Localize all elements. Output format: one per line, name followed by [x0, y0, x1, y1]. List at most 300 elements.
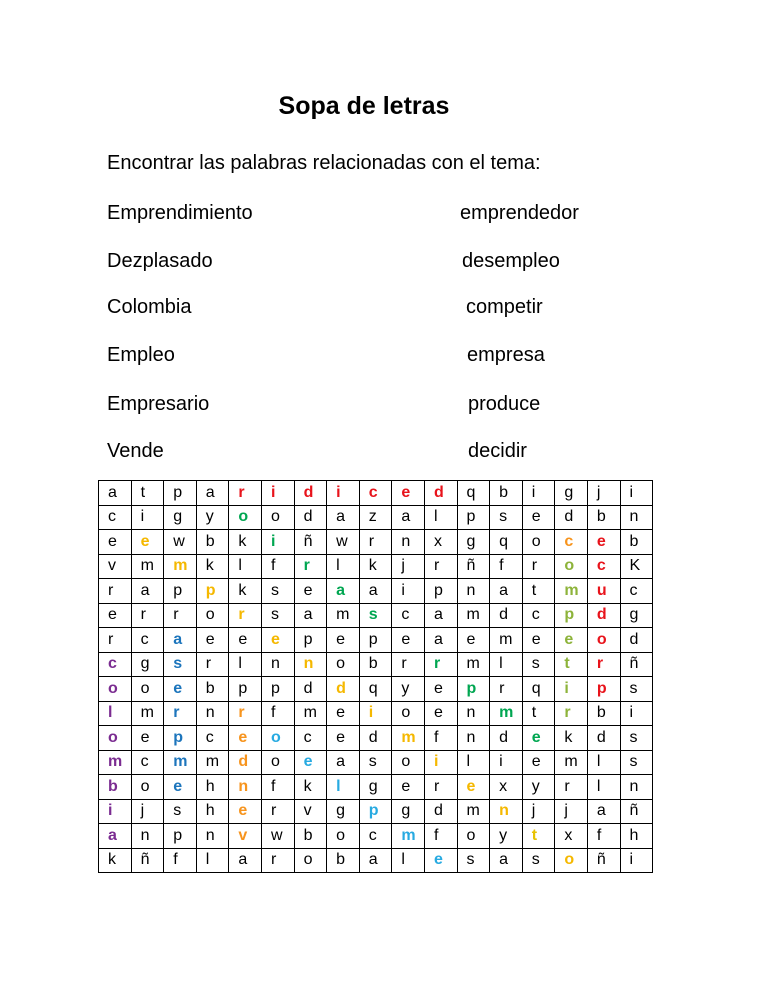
- grid-cell: r: [555, 701, 588, 726]
- grid-cell: b: [359, 652, 392, 677]
- grid-cell: n: [620, 775, 653, 800]
- grid-cell: o: [99, 677, 132, 702]
- grid-cell: g: [327, 799, 360, 824]
- grid-cell: m: [555, 750, 588, 775]
- grid-cell: i: [261, 481, 294, 506]
- grid-cell: a: [99, 824, 132, 849]
- word-right: competir: [466, 296, 543, 318]
- grid-cell: f: [424, 726, 457, 751]
- grid-cell: d: [587, 726, 620, 751]
- word-left: Vende: [107, 440, 164, 462]
- grid-cell: q: [457, 481, 490, 506]
- grid-cell: e: [424, 701, 457, 726]
- grid-cell: f: [164, 848, 197, 873]
- grid-cell: r: [359, 530, 392, 555]
- grid-cell: ñ: [620, 652, 653, 677]
- grid-row: [99, 530, 653, 555]
- grid-cell: k: [99, 848, 132, 873]
- grid-cell: i: [261, 530, 294, 555]
- grid-cell: w: [327, 530, 360, 555]
- grid-cell: c: [522, 603, 555, 628]
- grid-cell: ñ: [294, 530, 327, 555]
- grid-cell: y: [522, 775, 555, 800]
- grid-cell: r: [392, 652, 425, 677]
- grid-cell: i: [131, 505, 164, 530]
- grid-cell: x: [424, 530, 457, 555]
- grid-cell: a: [490, 579, 523, 604]
- grid-cell: l: [229, 652, 262, 677]
- grid-cell: f: [261, 554, 294, 579]
- grid-cell: s: [261, 579, 294, 604]
- grid-cell: i: [327, 481, 360, 506]
- grid-cell: s: [620, 726, 653, 751]
- word-right: produce: [468, 393, 541, 415]
- grid-cell: f: [490, 554, 523, 579]
- grid-cell: e: [261, 628, 294, 653]
- grid-cell: e: [392, 481, 425, 506]
- grid-cell: c: [620, 579, 653, 604]
- grid-row: [99, 750, 653, 775]
- grid-cell: w: [164, 530, 197, 555]
- grid-cell: k: [229, 579, 262, 604]
- grid-cell: p: [457, 505, 490, 530]
- grid-cell: a: [424, 628, 457, 653]
- grid-cell: e: [522, 750, 555, 775]
- grid-cell: e: [131, 530, 164, 555]
- grid-cell: s: [522, 652, 555, 677]
- grid-cell: m: [164, 554, 197, 579]
- word-search-grid: [98, 480, 653, 873]
- grid-cell: z: [359, 505, 392, 530]
- grid-cell: i: [620, 848, 653, 873]
- grid-cell: e: [587, 530, 620, 555]
- grid-row: [99, 726, 653, 751]
- grid-cell: e: [229, 799, 262, 824]
- grid-cell: f: [587, 824, 620, 849]
- grid-cell: n: [294, 652, 327, 677]
- grid-cell: n: [457, 726, 490, 751]
- grid-cell: c: [294, 726, 327, 751]
- grid-cell: m: [392, 824, 425, 849]
- grid-cell: a: [587, 799, 620, 824]
- grid-cell: o: [99, 726, 132, 751]
- word-left: Empleo: [107, 344, 175, 366]
- grid-cell: o: [327, 824, 360, 849]
- word-left: Dezplasado: [107, 250, 213, 272]
- grid-row: [99, 824, 653, 849]
- grid-cell: e: [522, 628, 555, 653]
- grid-cell: e: [327, 726, 360, 751]
- grid-cell: p: [359, 628, 392, 653]
- grid-cell: l: [327, 554, 360, 579]
- grid-cell: o: [392, 701, 425, 726]
- grid-cell: ñ: [131, 848, 164, 873]
- grid-row: [99, 848, 653, 873]
- grid-cell: s: [620, 750, 653, 775]
- grid-cell: r: [164, 603, 197, 628]
- grid-cell: a: [359, 579, 392, 604]
- grid-cell: b: [587, 701, 620, 726]
- grid-cell: o: [261, 750, 294, 775]
- grid-cell: i: [99, 799, 132, 824]
- grid-cell: k: [294, 775, 327, 800]
- grid-cell: p: [555, 603, 588, 628]
- grid-cell: n: [392, 530, 425, 555]
- grid-cell: e: [294, 579, 327, 604]
- grid-cell: n: [131, 824, 164, 849]
- grid-cell: l: [457, 750, 490, 775]
- grid-cell: r: [261, 799, 294, 824]
- grid-cell: d: [229, 750, 262, 775]
- grid-cell: s: [164, 799, 197, 824]
- grid-cell: r: [555, 775, 588, 800]
- grid-cell: m: [294, 701, 327, 726]
- grid-cell: p: [196, 579, 229, 604]
- grid-cell: p: [294, 628, 327, 653]
- grid-row: [99, 775, 653, 800]
- grid-cell: e: [327, 701, 360, 726]
- grid-cell: p: [587, 677, 620, 702]
- grid-cell: m: [457, 799, 490, 824]
- grid-cell: n: [229, 775, 262, 800]
- grid-cell: q: [359, 677, 392, 702]
- grid-cell: d: [359, 726, 392, 751]
- grid-cell: s: [359, 603, 392, 628]
- grid-cell: r: [229, 603, 262, 628]
- grid-row: [99, 579, 653, 604]
- grid-cell: x: [490, 775, 523, 800]
- grid-cell: c: [196, 726, 229, 751]
- grid-cell: j: [392, 554, 425, 579]
- grid-cell: b: [490, 481, 523, 506]
- grid-cell: l: [196, 848, 229, 873]
- grid-cell: p: [359, 799, 392, 824]
- grid-cell: x: [555, 824, 588, 849]
- grid-cell: c: [359, 481, 392, 506]
- grid-cell: e: [522, 726, 555, 751]
- grid-cell: v: [294, 799, 327, 824]
- grid-cell: d: [424, 799, 457, 824]
- grid-cell: f: [424, 824, 457, 849]
- grid-cell: o: [555, 554, 588, 579]
- grid-cell: r: [99, 628, 132, 653]
- grid-cell: g: [164, 505, 197, 530]
- word-right: empresa: [467, 344, 545, 366]
- grid-cell: a: [99, 481, 132, 506]
- grid-cell: a: [131, 579, 164, 604]
- grid-cell: i: [620, 481, 653, 506]
- grid-cell: i: [392, 579, 425, 604]
- grid-cell: s: [490, 505, 523, 530]
- grid-cell: s: [620, 677, 653, 702]
- grid-cell: r: [522, 554, 555, 579]
- grid-cell: K: [620, 554, 653, 579]
- grid-cell: c: [131, 750, 164, 775]
- grid-cell: s: [164, 652, 197, 677]
- grid-row: [99, 505, 653, 530]
- grid-cell: o: [392, 750, 425, 775]
- grid-cell: t: [522, 579, 555, 604]
- grid-cell: p: [229, 677, 262, 702]
- grid-cell: c: [99, 652, 132, 677]
- grid-cell: y: [392, 677, 425, 702]
- grid-cell: d: [620, 628, 653, 653]
- grid-cell: n: [457, 701, 490, 726]
- grid-cell: r: [424, 775, 457, 800]
- grid-cell: d: [294, 505, 327, 530]
- grid-cell: i: [490, 750, 523, 775]
- grid-cell: s: [457, 848, 490, 873]
- grid-cell: m: [555, 579, 588, 604]
- grid-cell: e: [164, 775, 197, 800]
- word-left: Emprendimiento: [107, 202, 253, 224]
- grid-cell: d: [587, 603, 620, 628]
- grid-cell: a: [327, 505, 360, 530]
- grid-cell: r: [424, 554, 457, 579]
- grid-cell: e: [99, 530, 132, 555]
- grid-cell: k: [555, 726, 588, 751]
- grid-cell: p: [457, 677, 490, 702]
- grid-row: [99, 677, 653, 702]
- grid-cell: q: [490, 530, 523, 555]
- grid-cell: n: [196, 701, 229, 726]
- grid-cell: y: [196, 505, 229, 530]
- grid-cell: l: [587, 750, 620, 775]
- word-right: desempleo: [462, 250, 560, 272]
- grid-cell: r: [261, 848, 294, 873]
- grid-cell: i: [555, 677, 588, 702]
- grid-cell: m: [490, 701, 523, 726]
- grid-cell: d: [294, 481, 327, 506]
- grid-cell: e: [424, 848, 457, 873]
- grid-cell: o: [522, 530, 555, 555]
- grid-cell: r: [196, 652, 229, 677]
- grid-cell: i: [359, 701, 392, 726]
- grid-cell: g: [457, 530, 490, 555]
- grid-cell: f: [261, 701, 294, 726]
- grid-cell: j: [131, 799, 164, 824]
- instruction-text: Encontrar las palabras relacionadas con el tema:: [107, 152, 541, 174]
- grid-cell: o: [555, 848, 588, 873]
- grid-cell: l: [229, 554, 262, 579]
- grid-cell: j: [522, 799, 555, 824]
- grid-cell: s: [261, 603, 294, 628]
- grid-cell: p: [164, 481, 197, 506]
- grid-cell: c: [131, 628, 164, 653]
- grid-cell: n: [196, 824, 229, 849]
- grid-cell: l: [424, 505, 457, 530]
- grid-cell: o: [131, 677, 164, 702]
- grid-cell: j: [555, 799, 588, 824]
- grid-cell: p: [164, 726, 197, 751]
- grid-cell: n: [490, 799, 523, 824]
- grid-cell: e: [164, 677, 197, 702]
- grid-cell: k: [359, 554, 392, 579]
- word-right: emprendedor: [460, 202, 579, 224]
- grid-cell: d: [424, 481, 457, 506]
- grid-cell: u: [587, 579, 620, 604]
- grid-row: [99, 701, 653, 726]
- grid-row: [99, 481, 653, 506]
- grid-cell: p: [164, 824, 197, 849]
- grid-cell: n: [620, 505, 653, 530]
- word-left: Colombia: [107, 296, 192, 318]
- grid-row: [99, 799, 653, 824]
- grid-cell: m: [99, 750, 132, 775]
- grid-cell: h: [196, 775, 229, 800]
- grid-cell: a: [392, 505, 425, 530]
- word-right: decidir: [468, 440, 527, 462]
- grid-cell: c: [555, 530, 588, 555]
- grid-cell: t: [131, 481, 164, 506]
- grid-cell: a: [229, 848, 262, 873]
- grid-cell: a: [294, 603, 327, 628]
- grid-cell: e: [392, 775, 425, 800]
- word-left: Empresario: [107, 393, 210, 415]
- grid-cell: g: [392, 799, 425, 824]
- grid-cell: m: [131, 554, 164, 579]
- grid-cell: y: [490, 824, 523, 849]
- grid-cell: r: [229, 481, 262, 506]
- grid-cell: o: [229, 505, 262, 530]
- grid-cell: j: [587, 481, 620, 506]
- grid-cell: v: [99, 554, 132, 579]
- grid-cell: g: [131, 652, 164, 677]
- grid-cell: n: [261, 652, 294, 677]
- grid-cell: r: [131, 603, 164, 628]
- grid-cell: b: [294, 824, 327, 849]
- grid-cell: r: [164, 701, 197, 726]
- grid-cell: s: [359, 750, 392, 775]
- grid-cell: ñ: [587, 848, 620, 873]
- grid-cell: l: [587, 775, 620, 800]
- grid-cell: r: [294, 554, 327, 579]
- grid-cell: q: [522, 677, 555, 702]
- grid-cell: a: [327, 750, 360, 775]
- grid-cell: o: [294, 848, 327, 873]
- grid-cell: i: [424, 750, 457, 775]
- grid-cell: w: [261, 824, 294, 849]
- grid-cell: c: [359, 824, 392, 849]
- grid-cell: p: [164, 579, 197, 604]
- grid-cell: m: [457, 603, 490, 628]
- grid-cell: b: [196, 677, 229, 702]
- grid-cell: p: [424, 579, 457, 604]
- grid-cell: e: [229, 628, 262, 653]
- grid-cell: m: [392, 726, 425, 751]
- grid-cell: c: [99, 505, 132, 530]
- grid-cell: m: [196, 750, 229, 775]
- grid-cell: h: [620, 824, 653, 849]
- grid-cell: l: [392, 848, 425, 873]
- grid-cell: t: [522, 701, 555, 726]
- grid-cell: k: [196, 554, 229, 579]
- grid-cell: e: [392, 628, 425, 653]
- grid-cell: o: [327, 652, 360, 677]
- grid-cell: b: [327, 848, 360, 873]
- grid-cell: g: [555, 481, 588, 506]
- grid-cell: a: [424, 603, 457, 628]
- grid-cell: a: [490, 848, 523, 873]
- grid-cell: a: [196, 481, 229, 506]
- grid-cell: c: [392, 603, 425, 628]
- grid-cell: b: [99, 775, 132, 800]
- grid-cell: m: [327, 603, 360, 628]
- grid-cell: b: [196, 530, 229, 555]
- grid-cell: e: [294, 750, 327, 775]
- grid-cell: c: [587, 554, 620, 579]
- grid-cell: g: [620, 603, 653, 628]
- grid-cell: b: [620, 530, 653, 555]
- grid-cell: m: [490, 628, 523, 653]
- grid-row: [99, 554, 653, 579]
- grid-cell: b: [587, 505, 620, 530]
- grid-cell: i: [522, 481, 555, 506]
- page-title: Sopa de letras: [278, 92, 450, 120]
- grid-row: [99, 628, 653, 653]
- grid-cell: e: [424, 677, 457, 702]
- grid-cell: r: [490, 677, 523, 702]
- grid-cell: o: [131, 775, 164, 800]
- grid-cell: m: [131, 701, 164, 726]
- grid-cell: a: [359, 848, 392, 873]
- grid-cell: p: [261, 677, 294, 702]
- grid-cell: d: [294, 677, 327, 702]
- grid-cell: d: [327, 677, 360, 702]
- grid-cell: v: [229, 824, 262, 849]
- grid-cell: ñ: [457, 554, 490, 579]
- grid-cell: r: [424, 652, 457, 677]
- grid-cell: e: [522, 505, 555, 530]
- grid-cell: e: [327, 628, 360, 653]
- grid-cell: h: [196, 799, 229, 824]
- grid-cell: t: [555, 652, 588, 677]
- grid-cell: o: [457, 824, 490, 849]
- grid-cell: k: [229, 530, 262, 555]
- grid-cell: e: [457, 628, 490, 653]
- grid-cell: e: [99, 603, 132, 628]
- grid-cell: m: [164, 750, 197, 775]
- grid-cell: o: [587, 628, 620, 653]
- grid-cell: m: [457, 652, 490, 677]
- grid-cell: r: [99, 579, 132, 604]
- grid-cell: e: [131, 726, 164, 751]
- grid-cell: a: [164, 628, 197, 653]
- grid-row: [99, 652, 653, 677]
- grid-cell: g: [359, 775, 392, 800]
- grid-cell: e: [196, 628, 229, 653]
- grid-cell: e: [555, 628, 588, 653]
- grid-cell: ñ: [620, 799, 653, 824]
- grid-cell: d: [490, 603, 523, 628]
- grid-cell: d: [490, 726, 523, 751]
- grid-cell: o: [196, 603, 229, 628]
- grid-cell: t: [522, 824, 555, 849]
- grid-cell: l: [490, 652, 523, 677]
- grid-cell: a: [327, 579, 360, 604]
- grid-cell: e: [457, 775, 490, 800]
- grid-row: [99, 603, 653, 628]
- grid-cell: d: [555, 505, 588, 530]
- grid-cell: n: [457, 579, 490, 604]
- grid-cell: s: [522, 848, 555, 873]
- grid-cell: o: [261, 505, 294, 530]
- grid-cell: l: [99, 701, 132, 726]
- grid-cell: e: [229, 726, 262, 751]
- grid-cell: i: [620, 701, 653, 726]
- grid-cell: l: [327, 775, 360, 800]
- grid-cell: o: [261, 726, 294, 751]
